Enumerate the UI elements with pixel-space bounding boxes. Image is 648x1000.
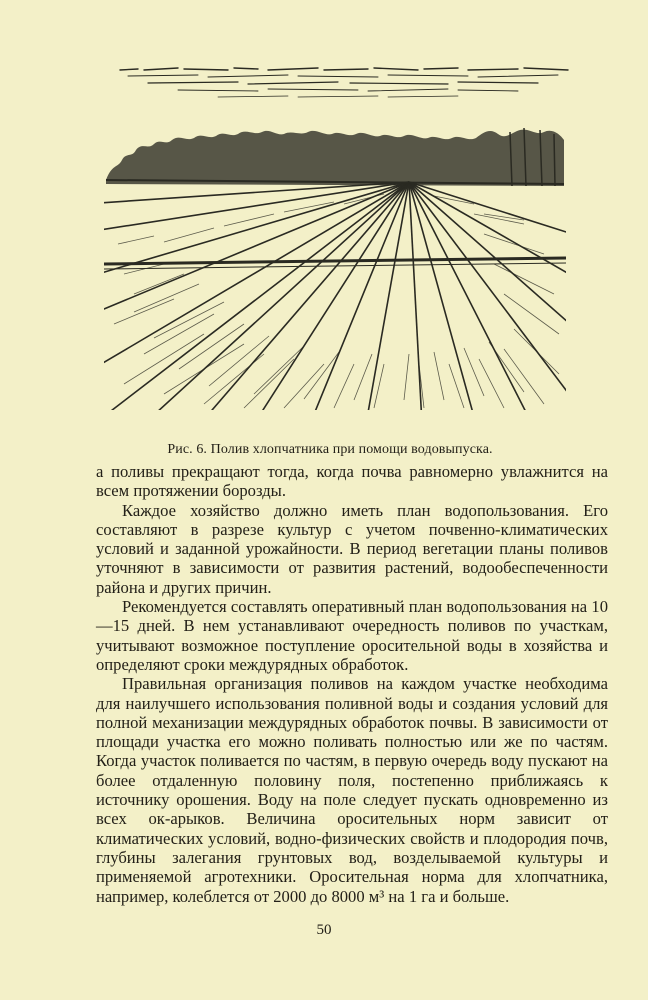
- figure-caption: Рис. 6. Полив хлопчатника при помощи водовыпуска.: [167, 442, 493, 457]
- paragraph-operative-plan: Рекомендуется составлять оперативный план водопользования на 10—15 дней. В нем устанавливают очередность поливов по участкам, учитывают возможное поступление оросительной воды в хозяйства и определяют сроки междурядных обработок.: [96, 597, 608, 674]
- page-number: 50: [316, 922, 332, 938]
- paragraph-continuation: а поливы прекращают тогда, когда почва равномерно увлажнится на всем протяжении борозды.: [96, 462, 608, 501]
- cotton-field-illustration: [104, 124, 566, 410]
- body-text: [96, 462, 608, 906]
- paragraph-water-use-plan: Каждое хозяйство должно иметь план водопользования. Его составляют в разрезе культур с учетом почвенно-климатических условий и заданной урожайности. В период вегетации планы поливов уточняют в зависимости от развития растений, водообеспеченности района и других причин.: [96, 500, 608, 597]
- header-ornament: [118, 62, 570, 102]
- paragraph-irrigation-organization: Правильная организация поливов на каждом участке необходима для наилучшего использования поливной воды и создания условий для полной механизации междурядных обработок почвы. В зависимости от площади участка его можно поливать полностью или же по частям. Когда участок поливается по частям, в первую очередь воду пускают на более отдаленную половину поля, постепенно приближаясь к источнику орошения. Воду на поле следует пускать одновременно из всех ок-арыков. Величина оросительных норм зависит от климатических условий, водно-физических свойств и плодородия почв, глубины залегания грунтовых вод, возделываемой культуры и применяемой агротехники. Оросительная норма для хлопчатника, например, колеблется от 2000 до 8000 м³ на 1 га и больше.: [96, 674, 608, 906]
